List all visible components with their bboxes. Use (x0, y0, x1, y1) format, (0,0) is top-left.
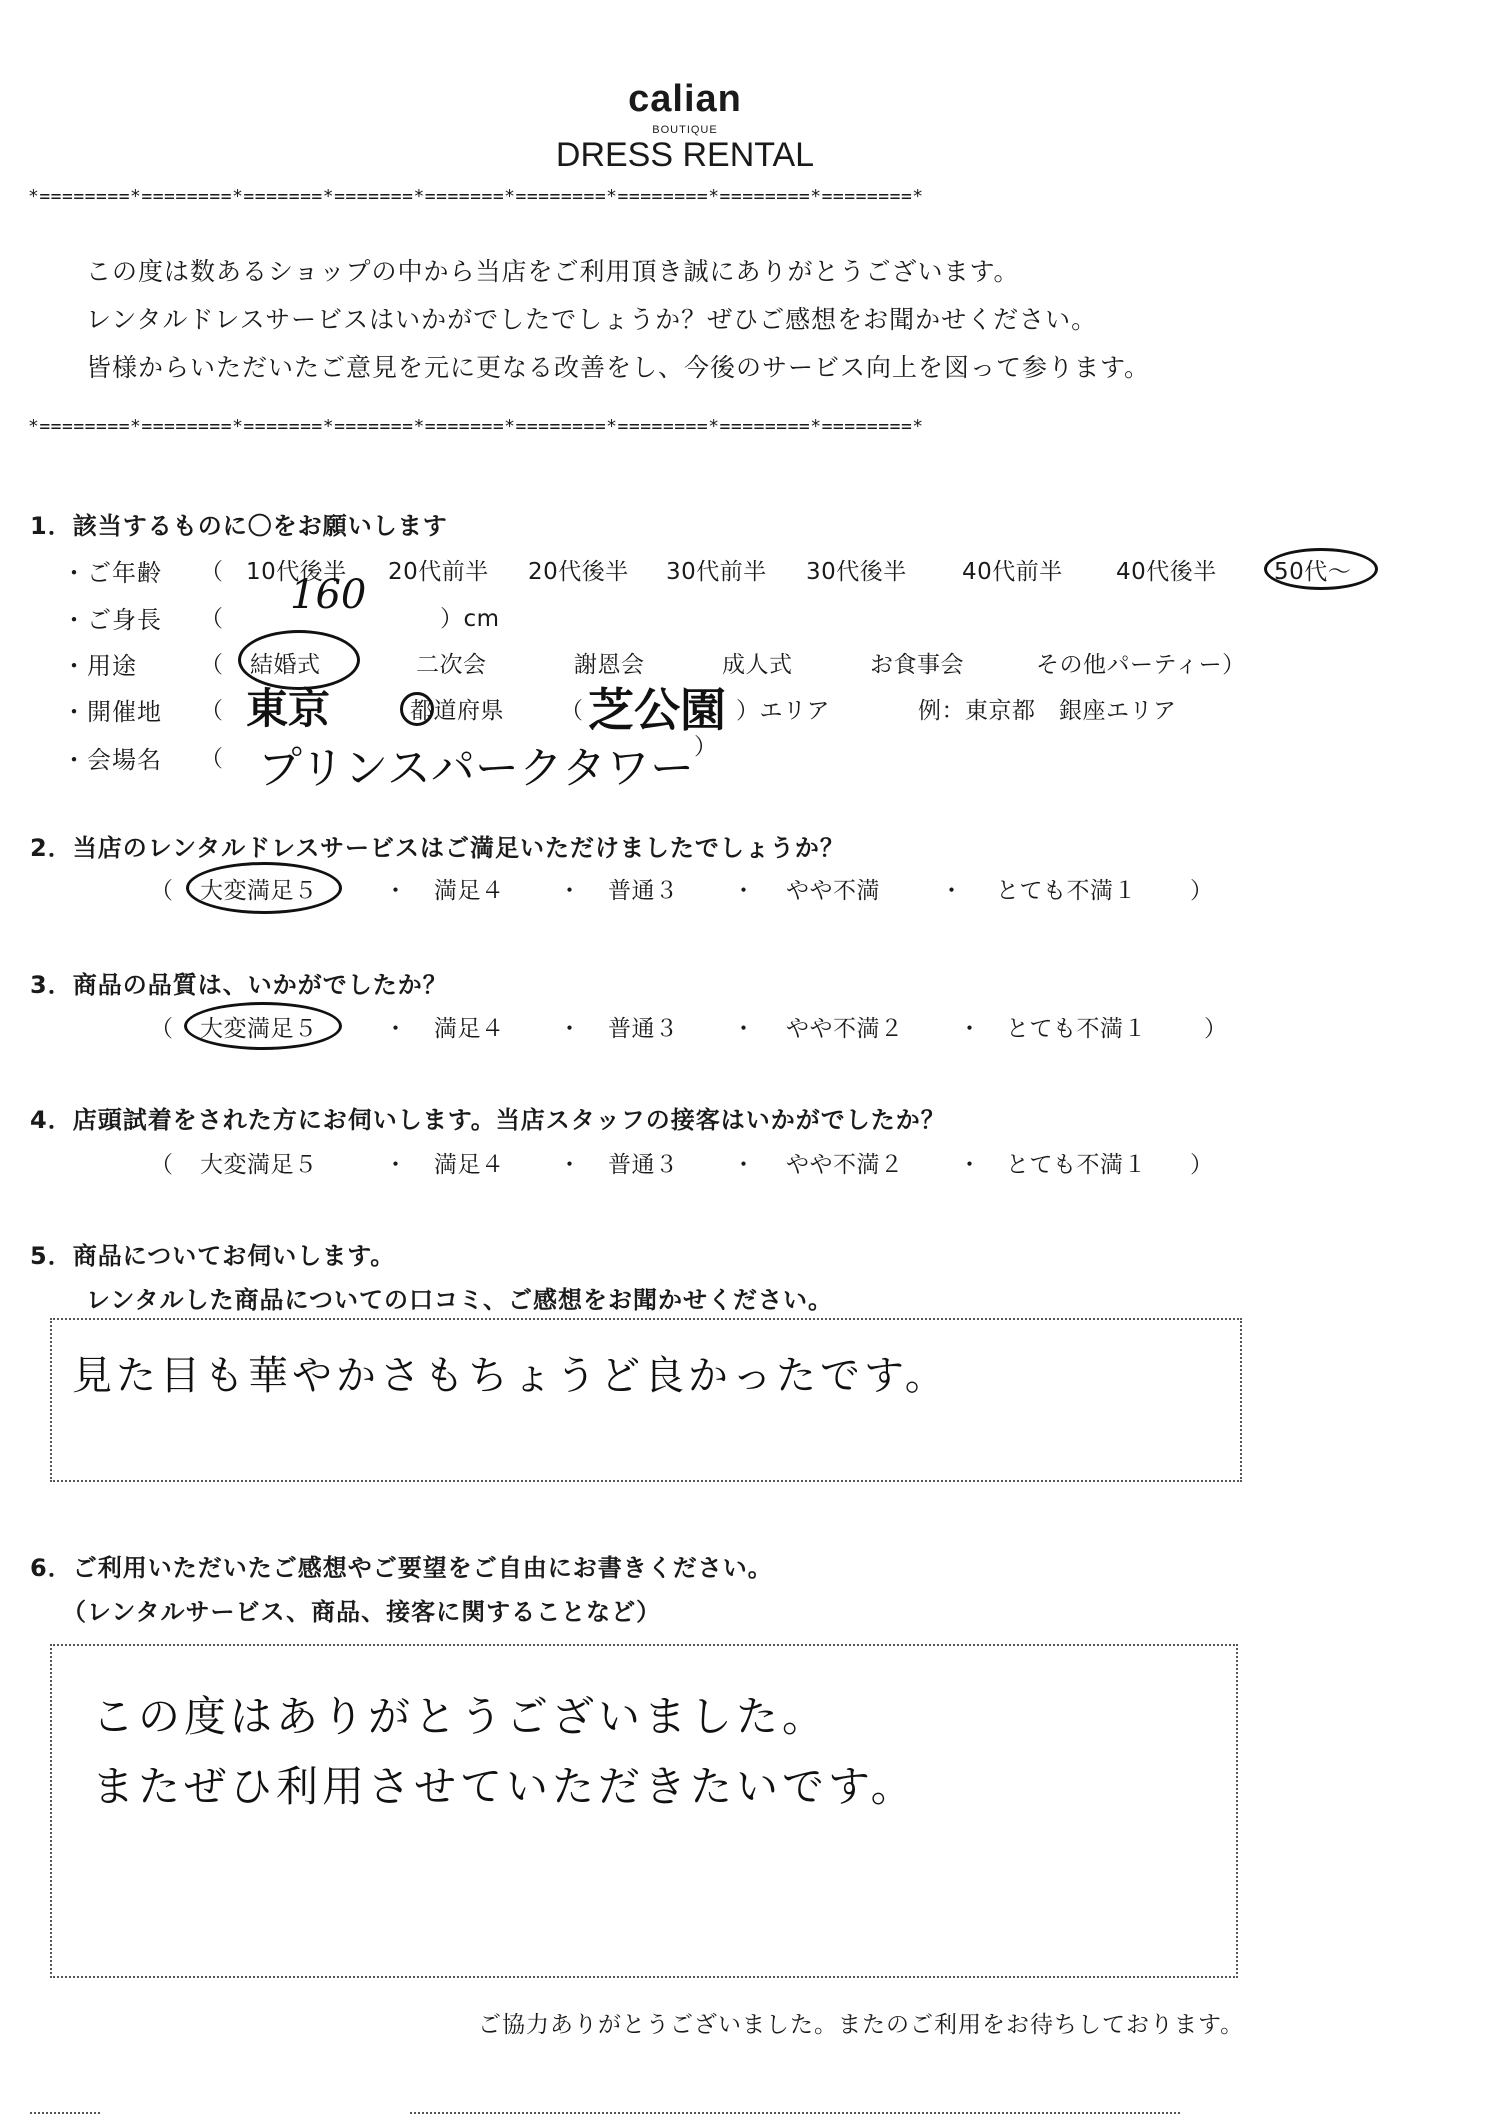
hall-open-paren: （ (200, 746, 224, 772)
q4-dot: ・ (732, 1152, 756, 1178)
scan-edge-mark (30, 2112, 100, 2114)
area-suffix: ）エリア (736, 698, 830, 724)
brand-tagline: BOUTIQUE (652, 124, 718, 136)
q6-title: 6．ご利用いただいたご感想やご要望をご自由にお書きください。 (30, 1554, 773, 1582)
age-open-paren: （ (200, 559, 224, 585)
q4-option[interactable]: とても不満１ (1006, 1152, 1147, 1178)
q2-option-selected[interactable]: 大変満足５ (200, 878, 318, 904)
use-option[interactable]: 謝恩会 (574, 652, 645, 678)
age-option[interactable]: 20代前半 (388, 559, 489, 585)
use-option[interactable]: お食事会 (870, 652, 964, 678)
q3-title: 3．商品の品質は、いかがでしたか？ (30, 971, 448, 999)
q2-open-paren: （ (150, 878, 174, 904)
q3-dot: ・ (558, 1016, 582, 1042)
q3-dot: ・ (732, 1016, 756, 1042)
scan-edge-mark (410, 2112, 1180, 2114)
use-option-selected[interactable]: 結婚式 (250, 652, 321, 678)
q2-option[interactable]: やや不満 (786, 878, 880, 904)
q1-title: 1．該当するものに〇をお願いします (30, 512, 448, 540)
brand-logo: calian (628, 78, 742, 120)
age-option[interactable]: 20代後半 (528, 559, 629, 585)
q3-option[interactable]: 普通３ (608, 1016, 679, 1042)
q3-option[interactable]: やや不満２ (786, 1016, 904, 1042)
q4-option[interactable]: 普通３ (608, 1152, 679, 1178)
q6-subtitle: （レンタルサービス、商品、接客に関することなど） (62, 1598, 662, 1626)
height-value[interactable]: 160 (290, 572, 367, 618)
use-option[interactable]: その他パーティー） (1036, 652, 1246, 678)
q5-subtitle: レンタルした商品についての口コミ、ご感想をお聞かせください。 (86, 1286, 833, 1314)
q6-answer-box[interactable] (50, 1644, 1238, 1978)
q3-close-paren: ） (1204, 1016, 1228, 1042)
selection-circle (184, 1002, 342, 1050)
q2-dot: ・ (558, 878, 582, 904)
q4-dot: ・ (558, 1152, 582, 1178)
hall-value[interactable]: プリンスパークタワー (258, 743, 695, 794)
service-title: DRESS RENTAL (555, 136, 815, 174)
height-label: ・ご身長 (62, 606, 162, 634)
separator-top: *========*========*=======*=======*=======*========*========*========*========* (28, 186, 924, 207)
q2-dot: ・ (384, 878, 408, 904)
q5-answer-text: 見た目も華やかさもちょうど良かったです。 (72, 1353, 949, 1399)
q5-title: 5．商品についてお伺いします。 (30, 1242, 396, 1270)
q4-close-paren: ） (1190, 1152, 1214, 1178)
q3-option[interactable]: とても不満１ (1006, 1016, 1147, 1042)
intro-line-2: レンタルドレスサービスはいかがでしたでしょうか？ぜひご感想をお聞かせください。 (86, 305, 1098, 334)
q4-option[interactable]: 満足４ (434, 1152, 505, 1178)
q4-dot: ・ (384, 1152, 408, 1178)
area-open-paren: （ (560, 698, 584, 724)
age-label: ・ご年齢 (62, 559, 162, 587)
age-option[interactable]: 10代後半 (246, 559, 347, 585)
q3-dot: ・ (384, 1016, 408, 1042)
q2-option[interactable]: とても不満１ (996, 878, 1137, 904)
intro-line-1: この度は数あるショップの中から当店をご利用頂き誠にありがとうございます。 (86, 257, 1020, 286)
q5-answer-box[interactable] (50, 1318, 1242, 1482)
q2-option[interactable]: 満足４ (434, 878, 505, 904)
use-label: ・用途 (62, 652, 137, 680)
q6-answer-line: またぜひ利用させていただきたいです。 (92, 1762, 917, 1811)
q2-title: 2．当店のレンタルドレスサービスはご満足いただけましたでしょうか？ (30, 834, 845, 862)
prefecture-suffix: 都道府県 (410, 698, 504, 724)
q4-option[interactable]: やや不満２ (786, 1152, 904, 1178)
q2-close-paren: ） (1190, 878, 1214, 904)
use-option[interactable]: 二次会 (416, 652, 487, 678)
selection-circle (1264, 548, 1378, 590)
height-open-paren: （ (200, 606, 224, 632)
q4-dot: ・ (958, 1152, 982, 1178)
age-option-selected[interactable]: 50代～ (1274, 559, 1352, 585)
selection-circle (400, 692, 434, 726)
use-open-paren: （ (200, 652, 224, 678)
prefecture-value[interactable]: 東京 (246, 684, 331, 733)
intro-line-3: 皆様からいただいたご意見を元に更なる改善をし、今後のサービス向上を図って参ります。 (86, 353, 1151, 382)
q3-dot: ・ (958, 1016, 982, 1042)
height-unit: ）cm (440, 606, 500, 632)
hall-label: ・会場名 (62, 746, 162, 774)
q4-title: 4．店頭試着をされた方にお伺いします。当店スタッフの接客はいかがでしたか？ (30, 1106, 946, 1134)
q6-answer-line: この度はありがとうございました。 (92, 1692, 829, 1741)
venue-example: 例：東京都 銀座エリア (918, 698, 1177, 724)
hall-close-paren: ） (694, 734, 718, 760)
age-option[interactable]: 40代前半 (962, 559, 1063, 585)
q2-option[interactable]: 普通３ (608, 878, 679, 904)
age-option[interactable]: 30代後半 (806, 559, 907, 585)
age-option[interactable]: 30代前半 (666, 559, 767, 585)
q3-open-paren: （ (150, 1016, 174, 1042)
footer-thanks: ご協力ありがとうございました。またのご利用をお待ちしております。 (478, 2012, 1245, 2038)
q4-option[interactable]: 大変満足５ (200, 1152, 318, 1178)
selection-circle (186, 862, 342, 914)
venue-label: ・開催地 (62, 698, 162, 726)
q4-open-paren: （ (150, 1152, 174, 1178)
age-option[interactable]: 40代後半 (1116, 559, 1217, 585)
q3-option[interactable]: 満足４ (434, 1016, 505, 1042)
venue-open-paren: （ (200, 698, 224, 724)
q3-option-selected[interactable]: 大変満足５ (200, 1016, 318, 1042)
use-option[interactable]: 成人式 (722, 652, 793, 678)
q2-dot: ・ (940, 878, 964, 904)
q2-dot: ・ (732, 878, 756, 904)
separator-bottom: *========*========*=======*=======*=======*========*========*========*========* (28, 416, 924, 437)
area-value[interactable]: 芝公園 (588, 683, 726, 737)
